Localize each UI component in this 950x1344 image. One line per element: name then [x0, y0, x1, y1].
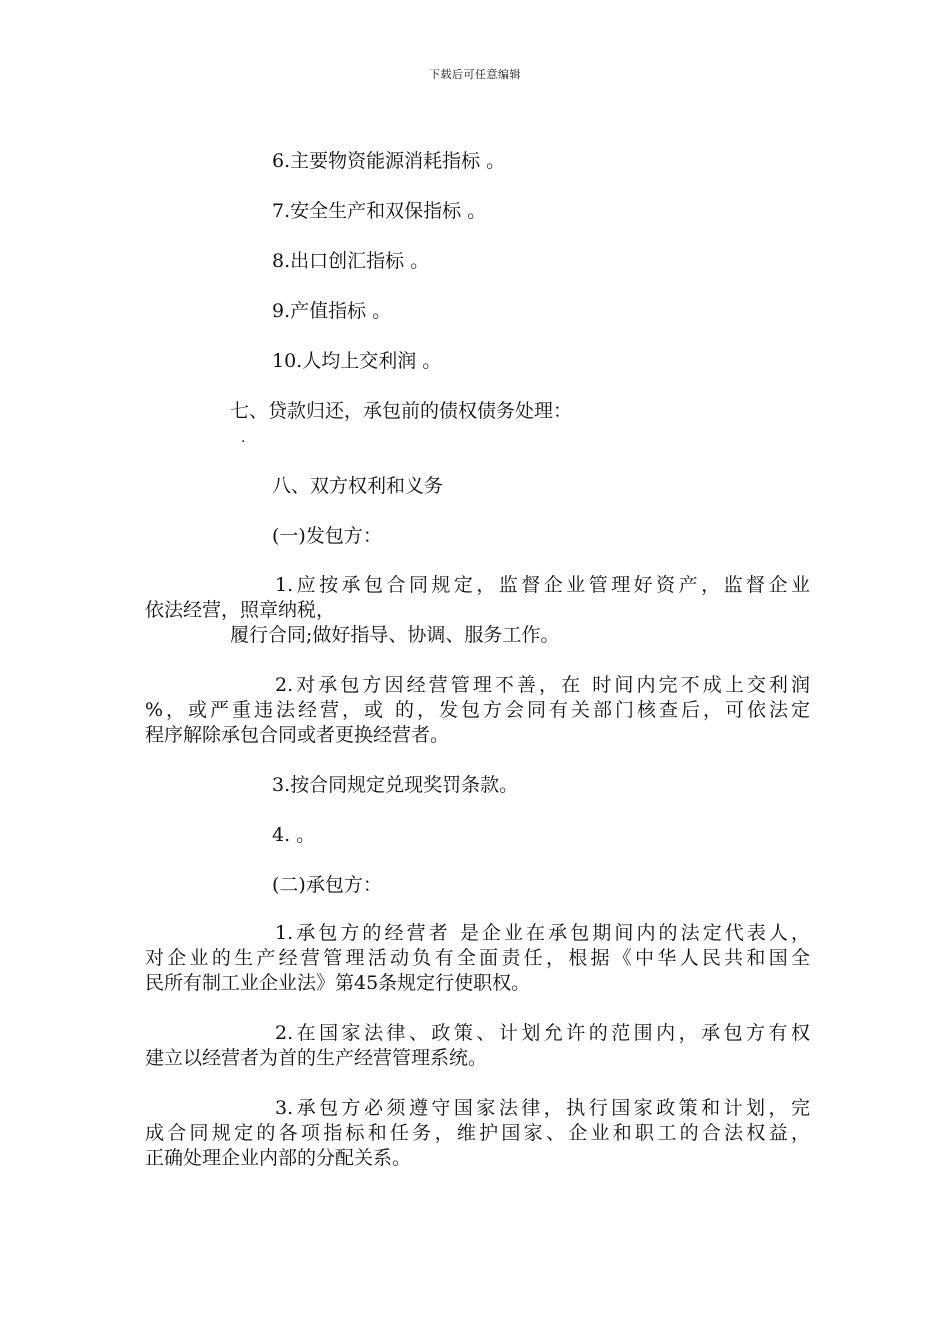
party-a-clause-3: 3.按合同规定兑现奖罚条款。 [272, 774, 519, 796]
party-a-clause-2 [145, 673, 810, 748]
clause-line: 成合同规定的各项指标和任务，维护国家、企业和职工的合法权益， [145, 1122, 810, 1144]
clause-line: 依法经营，照章纳税， [145, 599, 336, 621]
clause-line: 对企业的生产经营管理活动负有全面责任，根据《中华人民共和国全 [145, 947, 810, 969]
item-10: 10.人均上交利润 。 [272, 350, 442, 372]
clause-line: 1.应按承包合同规定，监督企业管理好资产，监督企业 [275, 574, 810, 596]
party-a-clause-4: 4. 。 [272, 824, 316, 846]
clause-line: 民所有制工业企业法》第45条规定行使职权。 [145, 972, 531, 994]
party-b-heading: (二)承包方： [272, 874, 382, 896]
section-8-heading: 八、双方权利和义务 [272, 475, 444, 497]
clause-line: 程序解除承包合同或者更换经营者。 [145, 724, 450, 746]
party-b-clause-3 [145, 1096, 810, 1171]
item-9: 9.产值指标 。 [272, 300, 392, 322]
clause-line: 2.对承包方因经营管理不善，在 时间内完不成上交利润 [275, 674, 810, 696]
clause-line: 3.承包方必须遵守国家法律，执行国家政策和计划，完 [275, 1097, 810, 1119]
section-7-heading: 七、贷款归还，承包前的债权债务处理： [230, 400, 573, 422]
clause-line: 2.在国家法律、政策、计划允许的范围内，承包方有权 [275, 1022, 810, 1044]
page-header: 下载后可任意编辑 [429, 68, 521, 81]
item-6: 6.主要物资能源消耗指标 。 [272, 150, 506, 172]
party-a-heading: (一)发包方： [272, 525, 382, 547]
item-8: 8.出口创汇指标 。 [272, 250, 430, 272]
party-b-clause-1 [145, 921, 810, 996]
clause-line: 履行合同;做好指导、协调、服务工作。 [230, 624, 560, 646]
clause-line: 正确处理企业内部的分配关系。 [145, 1147, 412, 1169]
clause-line: 建立以经营者为首的生产经营管理系统。 [145, 1047, 488, 1069]
party-b-clause-2 [145, 1021, 810, 1071]
party-a-clause-1 [145, 573, 810, 648]
clause-line: 1.承包方的经营者 是企业在承包期间内的法定代表人， [275, 922, 810, 944]
stray-dot: . [241, 430, 246, 446]
clause-line: %，或严重违法经营，或 的，发包方会同有关部门核查后，可依法定 [145, 699, 810, 721]
item-7: 7.安全生产和双保指标 。 [272, 200, 487, 222]
